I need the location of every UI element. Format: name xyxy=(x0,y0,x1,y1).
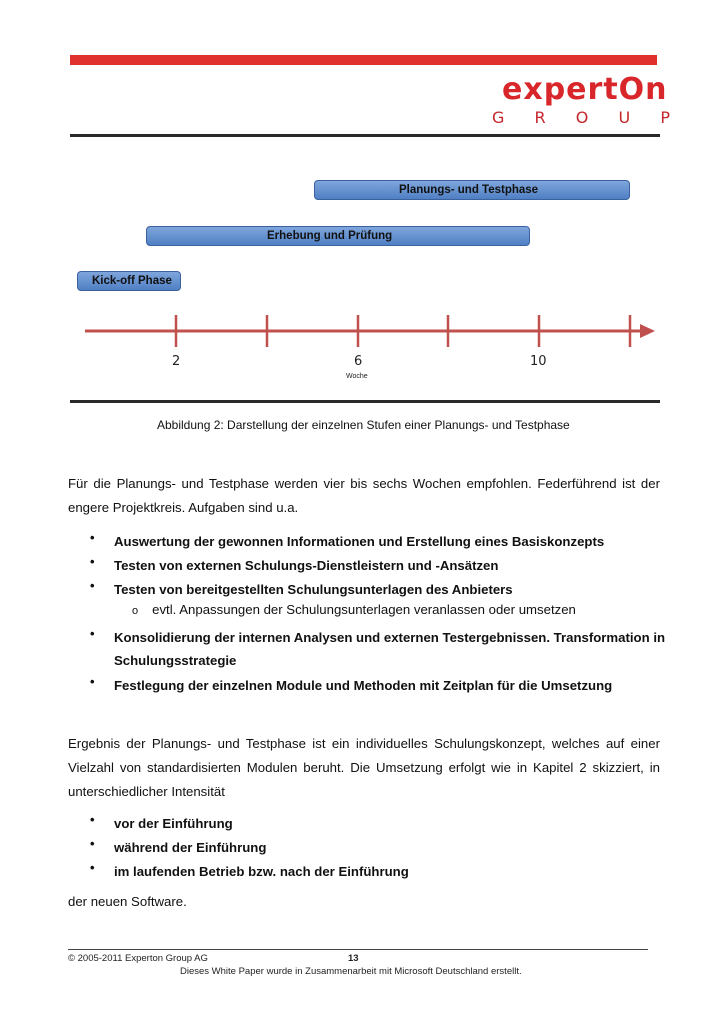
logo-letter: G xyxy=(492,108,505,127)
phase-bar-erhebung-pruefung xyxy=(146,226,530,246)
bullet-dot-icon: • xyxy=(90,836,95,851)
logo-group-letters xyxy=(492,108,670,127)
bullet-dot-icon: • xyxy=(90,674,95,689)
figure-caption: Abbildung 2: Darstellung der einzelnen Stufen einer Planungs- und Testphase xyxy=(157,418,570,432)
tick-label-2: 2 xyxy=(172,354,181,369)
header-accent-bar xyxy=(70,55,657,65)
timeline-axis xyxy=(70,305,670,390)
footer-note: Dieses White Paper wurde in Zusammenarbeit mit Microsoft Deutschland erstellt. xyxy=(180,966,522,977)
logo-letter: R xyxy=(534,108,546,127)
bullet-text: Testen von externen Schulungs-Dienstleistern und -Ansätzen xyxy=(114,558,499,573)
bullet-text: während der Einführung xyxy=(114,840,267,855)
phase-label: Planungs- und Testphase xyxy=(399,184,539,196)
closing-line: der neuen Software. xyxy=(68,894,187,909)
bullet-dot-icon: • xyxy=(90,626,95,641)
result-line-1: Ergebnis der Planungs- und Testphase ist ein individuelles Schulungskonzept, welches auf einer xyxy=(68,736,660,751)
logo-wordmark: expertOn xyxy=(502,72,668,107)
phase-bar-planungs-testphase xyxy=(314,180,630,200)
result-line-3: unterschiedlicher Intensität xyxy=(68,784,225,799)
logo-letter: U xyxy=(618,108,631,127)
tick-label-10: 10 xyxy=(530,354,547,369)
timeline-arrow xyxy=(70,305,670,355)
sub-list-item xyxy=(132,602,576,617)
footer-copyright: © 2005-2011 Experton Group AG xyxy=(68,953,208,964)
bullet-dot-icon: • xyxy=(90,554,95,569)
result-line-2: Vielzahl von standardisierten Modulen beruht. Die Umsetzung erfolgt wie in Kapitel 2 skizziert, in xyxy=(68,760,660,775)
bullet-text: im laufenden Betrieb bzw. nach der Einführung xyxy=(114,864,409,879)
intro-line-2: engere Projektkreis. Aufgaben sind u.a. xyxy=(68,500,299,515)
bullet-text: Festlegung der einzelnen Module und Methoden mit Zeitplan für die Umsetzung xyxy=(114,678,613,693)
intro-line-1: Für die Planungs- und Testphase werden vier bis sechs Wochen empfohlen. Federführend ist der xyxy=(68,476,660,491)
bullet-text: Konsolidierung der internen Analysen und externen Testergebnissen. Transformation in Schulungsstrategie xyxy=(114,630,666,668)
sub-bullet-marker: o xyxy=(132,605,139,617)
sub-bullet-text: evtl. Anpassungen der Schulungsunterlagen veranlassen oder umsetzen xyxy=(152,602,576,617)
bullet-text: vor der Einführung xyxy=(114,816,233,831)
experton-logo xyxy=(492,72,672,132)
bullet-text: Testen von bereitgestellten Schulungsunterlagen des Anbieters xyxy=(114,582,513,597)
axis-unit-label: Woche xyxy=(346,373,368,380)
phase-label: Erhebung und Prüfung xyxy=(267,230,393,242)
footer-rule xyxy=(68,949,648,950)
diagram-bottom-rule xyxy=(70,400,660,403)
logo-letter: O xyxy=(575,108,589,127)
bullet-dot-icon: • xyxy=(90,812,95,827)
phase-label: Kick-off Phase xyxy=(92,275,172,287)
logo-letter: P xyxy=(660,108,670,127)
tick-label-6: 6 xyxy=(354,354,363,369)
bullet-dot-icon: • xyxy=(90,578,95,593)
page-number: 13 xyxy=(348,953,359,964)
bullet-text: Auswertung der gewonnen Informationen und Erstellung eines Basiskonzepts xyxy=(114,534,605,549)
bullet-dot-icon: • xyxy=(90,530,95,545)
header-rule xyxy=(70,134,660,137)
phase-bar-kick-off xyxy=(77,271,181,291)
bullet-dot-icon: • xyxy=(90,860,95,875)
